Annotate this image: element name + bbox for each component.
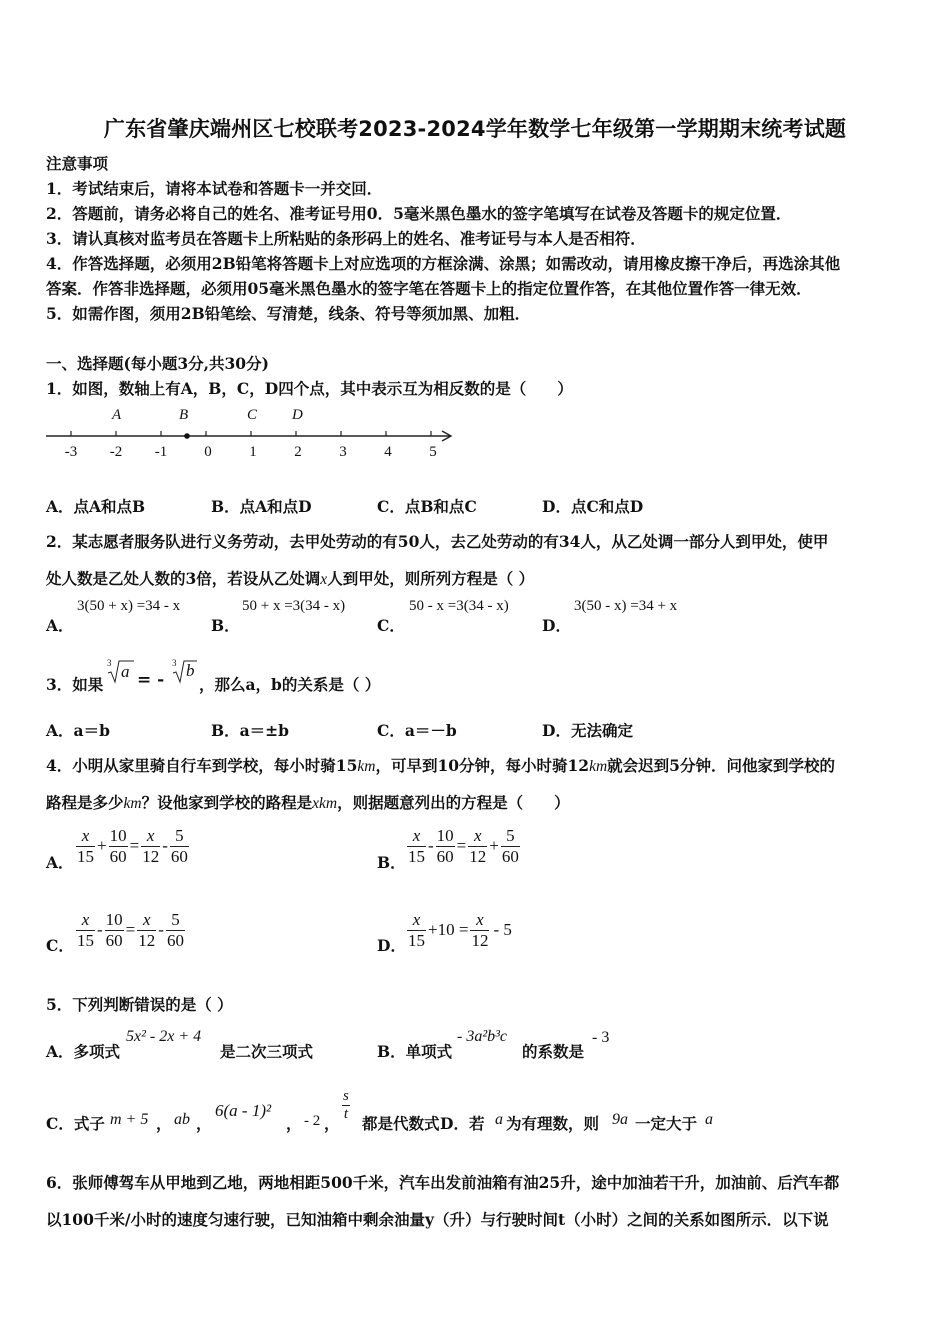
q1-option-b: B．点A和点D bbox=[211, 497, 312, 516]
q5-option-d-a: a bbox=[495, 1111, 503, 1128]
q2-option-c-eq: 50 - x =3(34 - x) bbox=[409, 598, 509, 614]
q2-option-d-eq: 3(50 - x) =34 + x bbox=[574, 598, 678, 614]
q5-option-b-expr: - 3a²b³c bbox=[457, 1028, 508, 1045]
section-heading: 一、选择题(每小题3分,共30分) bbox=[46, 354, 269, 373]
point-label-a: A bbox=[112, 407, 122, 423]
q3-stem-post: ，那么a，b的关系是（ ） bbox=[199, 675, 381, 694]
q5-option-b-mid: 的系数是 bbox=[522, 1042, 585, 1061]
q2-option-a-letter: A． bbox=[46, 616, 74, 635]
tick-label: -3 bbox=[64, 444, 78, 460]
tick-label: 2 bbox=[294, 444, 302, 460]
q5-option-d-a2: a bbox=[705, 1111, 713, 1128]
notice-item-3: 3．请认真核对监考员在答题卡上所粘贴的条形码上的姓名、准考证号与本人是否相符． bbox=[46, 229, 646, 248]
q1-option-d: D．点C和点D bbox=[542, 497, 644, 516]
q5-option-d-9a: 9a bbox=[612, 1111, 628, 1128]
q4-option-a-expr: $\frac{x}{15}$ + $\frac{10}{60}$ = $\frac{x}{12}$ - $\frac{5}{60}$ bbox=[77, 825, 188, 866]
q3-option-d: D．无法确定 bbox=[542, 721, 633, 740]
q5-option-d-mid: 为有理数，则 bbox=[506, 1114, 600, 1133]
radical-sign-icon bbox=[105, 658, 135, 684]
point-b-dot bbox=[184, 433, 190, 439]
q4-option-d-letter: D． bbox=[377, 936, 406, 955]
q1-option-c: C．点B和点C bbox=[377, 497, 477, 516]
point-label-c: C bbox=[247, 407, 258, 423]
q3-option-c: C．a＝－b bbox=[377, 721, 457, 740]
tick-label: 3 bbox=[339, 444, 347, 460]
q5-option-b-value: - 3 bbox=[592, 1029, 610, 1046]
q5-option-a-expr: 5x² - 2x + 4 bbox=[126, 1028, 202, 1045]
q5-option-c-expr-1: m + 5 bbox=[110, 1111, 149, 1128]
q5-comma: ， bbox=[286, 1114, 302, 1133]
q5-comma: ， bbox=[324, 1114, 340, 1133]
tick-label: 0 bbox=[204, 444, 212, 460]
tick-label: -1 bbox=[154, 444, 168, 460]
q5-option-a-post: 是二次三项式 bbox=[220, 1042, 314, 1061]
page-title: 广东省肇庆端州区七校联考2023-2024学年数学七年级第一学期期末统考试题 bbox=[103, 117, 847, 141]
tick-label: 4 bbox=[384, 444, 392, 460]
notice-item-1: 1．考试结束后，请将本试卷和答题卡一并交回． bbox=[46, 179, 383, 198]
q5-option-b-label: B．单项式 bbox=[377, 1042, 453, 1061]
q2-option-a-eq: 3(50 + x) =34 - x bbox=[77, 598, 181, 614]
q4-stem-line2: 路程是多少km？设他家到学校的路程是xkm，则据题意列出的方程是（ ） bbox=[46, 793, 570, 812]
q5-comma: ， bbox=[196, 1114, 212, 1133]
cube-root-a: 3 a bbox=[105, 658, 135, 684]
q5-option-a-label: A．多项式 bbox=[46, 1042, 121, 1061]
q1-stem: 1．如图，数轴上有A，B，C，D四个点，其中表示互为相反数的是（ ） bbox=[46, 379, 573, 398]
notice-item-5: 5．如需作图，须用2B铅笔绘、写清楚，线条、符号等须加黑、加粗． bbox=[46, 304, 531, 323]
q2-stem-line1: 2．某志愿者服务队进行义务劳动，去甲处劳动的有50人，去乙处劳动的有34人，从乙处调一部分人到甲处，使甲 bbox=[46, 532, 829, 551]
q3-option-a: A．a＝b bbox=[46, 721, 110, 740]
q2-option-d-letter: D． bbox=[542, 616, 571, 635]
q3-stem-pre: 3．如果 bbox=[46, 675, 104, 694]
point-label-d: D bbox=[292, 407, 303, 423]
q4-option-c-letter: C． bbox=[46, 936, 74, 955]
notice-item-4: 4．作答选择题，必须用2B铅笔将答题卡上对应选项的方框涂满、涂黑；如需改动，请用橡皮擦干净后，再选涂其他 bbox=[46, 254, 841, 273]
q5-option-d-label: D．若 bbox=[440, 1114, 485, 1133]
q5-option-c-expr-4: - 2 bbox=[304, 1113, 321, 1129]
notice-item-2: 2．答题前，请务必将自己的姓名、准考证号用0．5毫米黑色墨水的签字笔填写在试卷及答题卡的规定位置． bbox=[46, 204, 792, 223]
q5-option-c-post: 都是代数式 bbox=[362, 1114, 440, 1133]
q4-stem-line1: 4．小明从家里骑自行车到学校，每小时骑15km，可早到10分钟，每小时骑12km就会迟到5分钟．问他家到学校的 bbox=[46, 756, 835, 775]
q4-option-b-letter: B． bbox=[377, 853, 406, 872]
notice-heading: 注意事项 bbox=[46, 154, 109, 173]
q2-option-b-letter: B． bbox=[211, 616, 240, 635]
tick-label: -2 bbox=[109, 444, 123, 460]
q3-equals: = - bbox=[137, 670, 165, 690]
q5-stem: 5．下列判断错误的是（ ） bbox=[46, 995, 233, 1014]
q2-option-c-letter: C． bbox=[377, 616, 405, 635]
q1-option-a: A．点A和点B bbox=[46, 497, 146, 516]
q2-option-b-eq: 50 + x =3(34 - x) bbox=[242, 598, 346, 614]
q6-stem-line1: 6．张师傅驾车从甲地到乙地，两地相距500千米，汽车出发前油箱有油25升，途中加油若干升，加油前、后汽车都 bbox=[46, 1173, 840, 1192]
q3-option-b: B．a＝±b bbox=[211, 721, 289, 740]
tick-label: 5 bbox=[429, 444, 437, 460]
notice-item-4-cont: 答案．作答非选择题，必须用05毫米黑色墨水的签字笔在答题卡上的指定位置作答，在其他位置作答一律无效． bbox=[46, 279, 812, 298]
q5-option-d-post: 一定大于 bbox=[635, 1114, 698, 1133]
tick-label: 1 bbox=[249, 444, 257, 460]
number-line bbox=[40, 400, 470, 462]
q2-stem-line2: 处人数是乙处人数的3倍，若设从乙处调x人到甲处，则所列方程是（ ） bbox=[46, 569, 535, 588]
q5-option-c-fraction: $\frac{s}{t}$ bbox=[343, 1088, 349, 1123]
q5-option-c-expr-3: 6(a - 1)² bbox=[215, 1101, 272, 1120]
point-label-b: B bbox=[179, 407, 189, 423]
q4-option-b-expr: $\frac{x}{15}$ - $\frac{10}{60}$ = $\frac{x}{12}$ + $\frac{5}{60}$ bbox=[408, 825, 519, 866]
q5-option-c-expr-2: ab bbox=[174, 1111, 190, 1128]
cube-root-b: 3 b bbox=[170, 658, 198, 684]
q4-option-a-letter: A． bbox=[46, 853, 74, 872]
q6-stem-line2: 以100千米/小时的速度匀速行驶，已知油箱中剩余油量y（升）与行驶时间t（小时）之间的关系如图所示．以下说 bbox=[46, 1210, 829, 1229]
q5-option-c-label: C．式子 bbox=[46, 1114, 105, 1133]
q4-option-c-expr: $\frac{x}{15}$ - $\frac{10}{60}$ = $\frac{x}{12}$ - $\frac{5}{60}$ bbox=[77, 909, 184, 950]
q4-option-d-expr: $\frac{x}{15}$ +10 = $\frac{x}{12}$ - 5 bbox=[408, 909, 512, 950]
q5-comma: ， bbox=[156, 1114, 172, 1133]
